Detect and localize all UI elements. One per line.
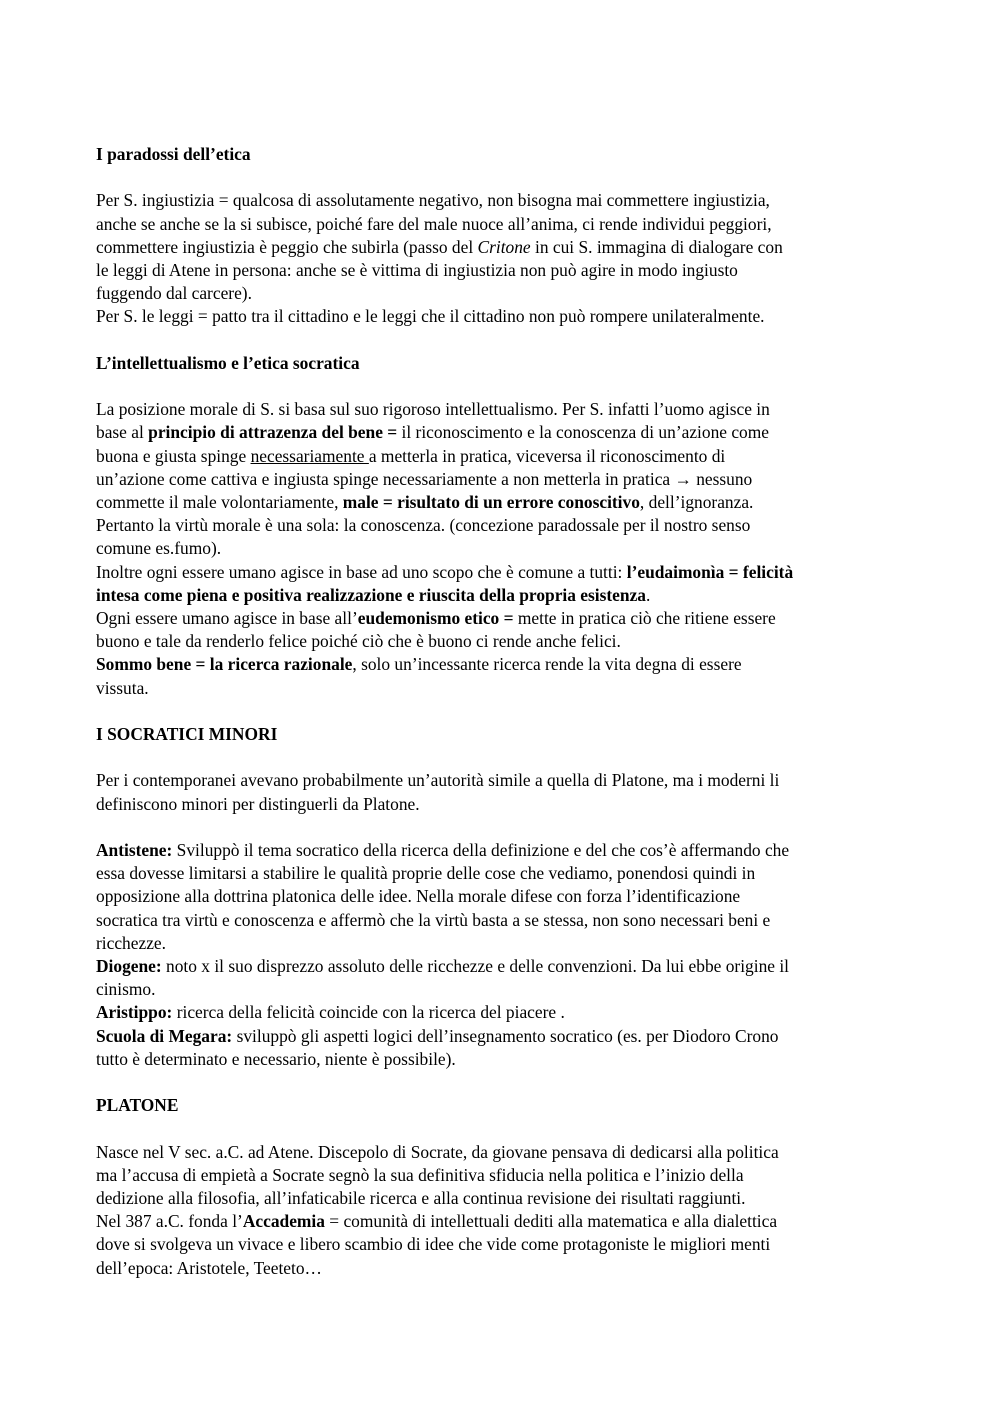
paragraph-line: tutto è determinato e necessario, niente è possibile). <box>96 1048 456 1069</box>
heading-socratici-minori: I SOCRATICI MINORI <box>96 724 278 745</box>
paragraph-line: definiscono minori per distinguerli da Platone. <box>96 793 420 814</box>
bold-term: intesa come piena e positiva realizzazione e riuscita della propria esistenza <box>96 584 646 605</box>
paragraph-line: buono e tale da renderlo felice poiché ciò che è buono ci rende anche felici. <box>96 631 621 652</box>
paragraph-line <box>96 584 916 607</box>
paragraph-line <box>96 955 916 978</box>
paragraph-line: socratica tra virtù e conoscenza e affermò che la virtù basta a se stessa, non sono necessari beni e <box>96 909 771 930</box>
paragraph-line: dell’epoca: Aristotele, Teeteto… <box>96 1257 322 1278</box>
text-run: Nel 387 a.C. fonda l’ <box>96 1211 243 1232</box>
text-run: , solo un’incessante ricerca rende la vita degna di essere <box>352 654 742 675</box>
paragraph-line <box>96 1025 916 1048</box>
paragraph-line: opposizione alla dottrina platonica delle idee. Nella morale difese con forza l’identificazione <box>96 886 741 907</box>
text-run: a metterla in pratica, viceversa il riconoscimento di <box>368 445 726 466</box>
paragraph-line: un’azione come cattiva e ingiusta spinge necessariamente a non metterla in pratica → nessuno <box>96 468 753 489</box>
text-run: Sviluppò il tema socratico della ricerca della definizione e del che cos’è affermando che <box>172 840 790 860</box>
spacer <box>96 746 916 769</box>
paragraph-line <box>96 1210 916 1233</box>
spacer <box>96 1117 916 1140</box>
text-run: mette in pratica ciò che ritiene essere <box>513 608 776 629</box>
paragraph-line: ma l’accusa di empietà a Socrate segnò la sua definitiva sfiducia nella politica e l’inizio della <box>96 1164 744 1185</box>
paragraph-line <box>96 445 916 468</box>
paragraph-line <box>96 1001 916 1024</box>
text-run: buona e giusta spinge <box>96 445 251 466</box>
text-run: il riconoscimento e la conoscenza di un’azione come <box>397 422 769 443</box>
heading-platone: PLATONE <box>96 1095 179 1116</box>
paragraph-line: fuggendo dal carcere). <box>96 283 252 304</box>
spacer <box>96 1071 916 1094</box>
bold-term: Sommo bene = la ricerca razionale <box>96 654 353 675</box>
heading-paradossi: I paradossi dell’etica <box>96 144 251 164</box>
paragraph-line: anche se anche se la si subisce, poiché fare del male nuoce all’anima, ci rende individui peggiori, <box>96 213 772 234</box>
document-page <box>96 143 916 1280</box>
paragraph-line: vissuta. <box>96 677 149 698</box>
text-run: = comunità di intellettuali dediti alla matematica e alla dialettica <box>324 1211 778 1232</box>
paragraph-line: Pertanto la virtù morale è una sola: la conoscenza. (concezione paradossale per il nostro senso <box>96 515 751 536</box>
spacer <box>96 375 916 398</box>
text-run: in cui S. immagina di dialogare con <box>530 236 783 257</box>
text-run: , dell’ignoranza. <box>639 492 754 512</box>
text-run: . <box>645 584 651 605</box>
paragraph-line: le leggi di Atene in persona: anche se è vittima di ingiustizia non può agire in modo ingiusto <box>96 260 738 280</box>
bold-term: eudemonismo etico = <box>357 608 514 629</box>
italic-title-critone: Critone <box>477 236 531 257</box>
spacer <box>96 166 916 189</box>
paragraph-line: Per S. le leggi = patto tra il cittadino e le leggi che il cittadino non può rompere unilateralmente. <box>96 306 765 327</box>
paragraph-line: Per i contemporanei avevano probabilmente un’autorità simile a quella di Platone, ma i moderni li <box>96 770 780 791</box>
paragraph-line: dove si svolgeva un vivace e libero scambio di idee che vide come protagoniste le migliori menti <box>96 1234 771 1255</box>
label-aristippo: Aristippo: <box>96 1002 173 1023</box>
paragraph-line <box>96 491 916 514</box>
paragraph-line <box>96 421 916 444</box>
paragraph-line: La posizione morale di S. si basa sul suo rigoroso intellettualismo. Per S. infatti l’uomo agisce in <box>96 399 770 420</box>
text-run: Ogni essere umano agisce in base all’ <box>96 608 358 629</box>
paragraph-line: cinismo. <box>96 979 156 1000</box>
paragraph-line <box>96 653 916 676</box>
paragraph-line: essa dovesse limitarsi a stabilire le qualità proprie delle cose che vediamo, ponendosi quindi in <box>96 863 756 884</box>
text-run: sviluppò gli aspetti logici dell’insegnamento socratico (es. per Diodoro Crono <box>232 1025 779 1046</box>
bold-term: l’eudaimonìa = felicità <box>626 561 794 582</box>
underlined-word: necessariamente <box>250 445 369 466</box>
paragraph-line: ricchezze. <box>96 932 166 953</box>
text-run: base al <box>96 422 149 443</box>
heading-intellettualismo: L’intellettualismo e l’etica socratica <box>96 352 360 373</box>
label-scuola-megara: Scuola di Megara: <box>96 1025 233 1046</box>
spacer <box>96 700 916 723</box>
text-run: ricerca della felicità coincide con la ricerca del piacere . <box>172 1002 565 1023</box>
text-run: Inoltre ogni essere umano agisce in base ad uno scopo che è comune a tutti: <box>96 561 627 582</box>
bold-term: male = risultato di un errore conoscitivo <box>342 492 640 512</box>
label-antistene: Antistene: <box>96 840 173 860</box>
paragraph-line <box>96 561 916 584</box>
bold-term-accademia: Accademia <box>242 1211 325 1232</box>
paragraph-line: dedizione alla filosofia, all’infaticabile ricerca e alla continua revisione dei risultati raggiunti. <box>96 1188 746 1209</box>
label-diogene: Diogene: <box>96 956 162 977</box>
paragraph-line <box>96 236 916 259</box>
spacer <box>96 329 916 352</box>
text-run: commettere ingiustizia è peggio che subirla (passo del <box>96 236 478 257</box>
paragraph-line <box>96 839 916 862</box>
paragraph-line: Per S. ingiustizia = qualcosa di assolutamente negativo, non bisogna mai commettere ingiustizia, <box>96 190 770 211</box>
text-run: noto x il suo disprezzo assoluto delle ricchezze e delle convenzioni. Da lui ebbe origine il <box>161 956 789 977</box>
paragraph-line <box>96 607 916 630</box>
spacer <box>96 816 916 839</box>
bold-term: principio di attrazenza del bene = <box>148 422 398 443</box>
text-run: commette il male volontariamente, <box>96 492 343 512</box>
paragraph-line: Nasce nel V sec. a.C. ad Atene. Discepolo di Socrate, da giovane pensava di dedicarsi alla politica <box>96 1141 779 1162</box>
paragraph-line: comune es.fumo). <box>96 538 222 559</box>
